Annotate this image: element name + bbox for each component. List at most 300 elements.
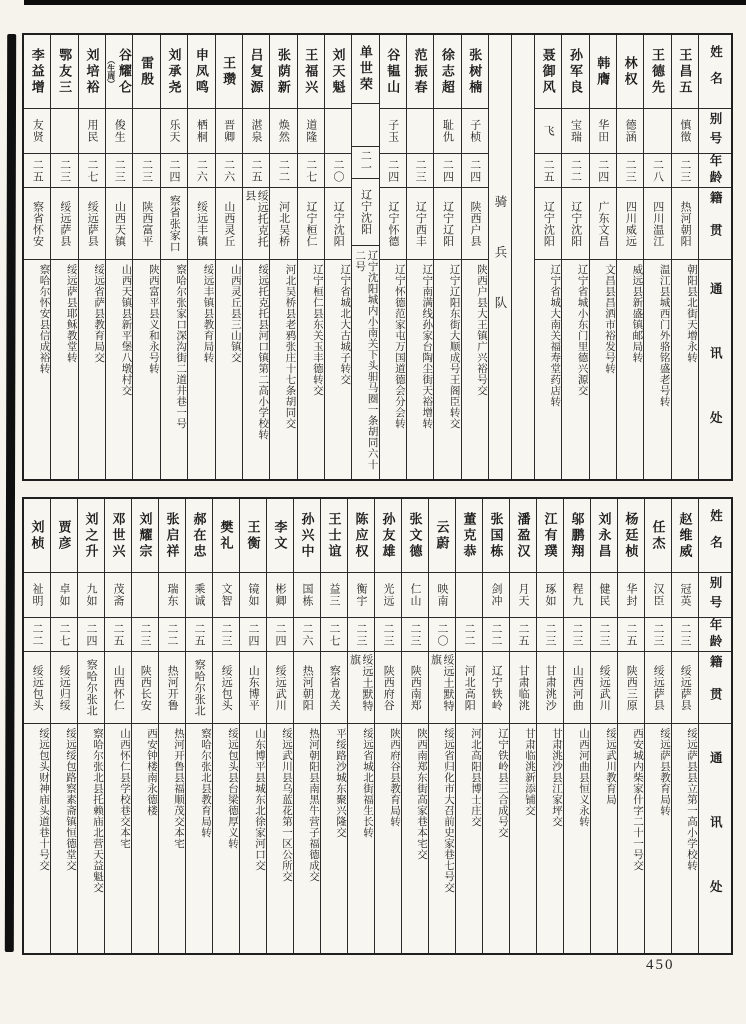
contact-cell: 文昌县昌洒市裕发号转 bbox=[603, 264, 615, 374]
contact-cell: 河北高阳县博士庄交 bbox=[470, 728, 481, 827]
age-cell: 二二 bbox=[159, 618, 185, 652]
name-cell bbox=[672, 35, 698, 109]
person-name: 申凤鸣 bbox=[193, 47, 209, 96]
age-cell: 二五 bbox=[618, 618, 644, 652]
person-column bbox=[160, 35, 187, 479]
contact-cell: 绥远省萨县教育局交 bbox=[93, 264, 105, 363]
alias-cell: 湛泉 bbox=[243, 109, 269, 154]
alias-cell: 俊生 bbox=[106, 109, 132, 154]
person-column bbox=[351, 35, 378, 479]
name-cell bbox=[51, 35, 77, 109]
age-cell: 二三 bbox=[591, 618, 617, 652]
alias-cell: 慎徵 bbox=[672, 109, 698, 154]
name-cell bbox=[618, 499, 644, 573]
contact-cell: 威远县新盛镇邮局转 bbox=[631, 264, 643, 363]
name-cell bbox=[375, 499, 401, 573]
contact-cell: 甘肃洮沙县江家坪交 bbox=[551, 728, 562, 827]
alias-cell bbox=[644, 109, 670, 154]
origin-cell: 察省张家口 bbox=[161, 188, 187, 260]
person-column bbox=[324, 35, 351, 479]
age-cell: 二四 bbox=[590, 154, 616, 188]
age-cell: 二一 bbox=[352, 147, 378, 179]
age-cell: 二七 bbox=[298, 154, 324, 188]
alias-cell: 益三 bbox=[321, 573, 347, 618]
contact-cell: 辽宁辽阳东街大顺成号王阁臣转交 bbox=[448, 264, 460, 429]
origin-cell: 绥远土默特旗 bbox=[348, 652, 374, 724]
name-cell bbox=[672, 499, 698, 573]
contact-cell: 绥远武川县乌蓝花第一区公所交 bbox=[281, 728, 292, 882]
person-column bbox=[589, 35, 616, 479]
origin-cell: 绥远包头 bbox=[213, 652, 239, 724]
alias-cell: 晋卿 bbox=[216, 109, 242, 154]
alias-cell: 子玉 bbox=[380, 109, 406, 154]
age-cell: 二〇 bbox=[325, 154, 351, 188]
origin-cell: 辽宁西丰 bbox=[407, 188, 433, 260]
name-cell bbox=[562, 35, 588, 109]
contact-cell: 辽宁沈阳城内小南关下头驲马圈一条胡同六十二号 bbox=[354, 250, 378, 471]
person-column bbox=[239, 499, 266, 953]
alias-cell: 飞 bbox=[535, 109, 561, 154]
name-cell bbox=[24, 35, 50, 109]
age-cell: 二六 bbox=[188, 154, 214, 188]
name-cell bbox=[380, 35, 406, 109]
origin-cell: 陕西南郑 bbox=[402, 652, 428, 724]
contact-cell: 辽宁铁岭县三合成号交 bbox=[497, 728, 508, 838]
age-cell: 二八 bbox=[644, 154, 670, 188]
age-cell: 二三 bbox=[672, 618, 698, 652]
section-divider-label: 骑兵队 bbox=[492, 195, 507, 347]
name-cell bbox=[483, 499, 509, 573]
person-name: 陈应权 bbox=[353, 511, 369, 560]
age-cell: 二四 bbox=[78, 618, 104, 652]
origin-cell: 四川温江 bbox=[644, 188, 670, 260]
contact-cell: 陕西富平县义和永号转 bbox=[147, 264, 159, 374]
person-name: 孙兴中 bbox=[299, 511, 315, 560]
origin-cell: 绥远武川 bbox=[591, 652, 617, 724]
name-cell bbox=[462, 35, 488, 109]
name-cell bbox=[402, 499, 428, 573]
name-cell bbox=[78, 499, 104, 573]
person-name: 任杰 bbox=[650, 519, 666, 552]
person-name: 刘天魁 bbox=[330, 47, 346, 96]
origin-cell: 辽宁辽阳 bbox=[434, 188, 460, 260]
origin-cell: 广东文昌 bbox=[590, 188, 616, 260]
person-column bbox=[187, 35, 214, 479]
name-cell bbox=[240, 499, 266, 573]
alias-cell: 德涵 bbox=[617, 109, 643, 154]
name-cell bbox=[294, 499, 320, 573]
name-cell bbox=[161, 35, 187, 109]
alias-cell: 剑冲 bbox=[483, 573, 509, 618]
contact-cell: 绥远省归化市大召前史家巷七号交 bbox=[443, 728, 454, 893]
roster-table-top bbox=[22, 33, 733, 481]
person-name: 赵维威 bbox=[677, 511, 693, 560]
header-origin: 籍贯 bbox=[699, 652, 731, 724]
header-age: 年龄 bbox=[699, 618, 731, 652]
age-cell: 二六 bbox=[294, 618, 320, 652]
age-cell: 二四 bbox=[434, 154, 460, 188]
age-cell: 二五 bbox=[243, 154, 269, 188]
person-name: 王福兴 bbox=[303, 47, 319, 96]
age-cell: 二三 bbox=[537, 618, 563, 652]
alias-cell bbox=[51, 109, 77, 154]
person-name: 邬鹏翔 bbox=[569, 511, 585, 560]
age-cell: 二三 bbox=[402, 618, 428, 652]
person-column bbox=[644, 499, 671, 953]
person-name: 杨廷桢 bbox=[623, 511, 639, 560]
origin-cell: 察哈尔张北 bbox=[78, 652, 104, 724]
person-name: 董克恭 bbox=[461, 511, 477, 560]
person-column bbox=[433, 35, 460, 479]
alias-cell: 九如 bbox=[78, 573, 104, 618]
contact-cell: 朝阳县北街天增永转 bbox=[686, 264, 697, 363]
scan-edge-top bbox=[24, 0, 746, 5]
age-cell: 二三 bbox=[133, 154, 159, 188]
origin-cell: 辽宁沈阳 bbox=[562, 188, 588, 260]
contact-cell: 察哈尔张北县教育局转 bbox=[200, 728, 211, 838]
person-column bbox=[643, 35, 670, 479]
origin-cell: 辽宁铁岭 bbox=[483, 652, 509, 724]
origin-cell: 四川威远 bbox=[617, 188, 643, 260]
name-cell bbox=[321, 499, 347, 573]
person-column bbox=[671, 35, 698, 479]
alias-cell: 琢如 bbox=[537, 573, 563, 618]
person-column bbox=[320, 499, 347, 953]
alias-cell: 彬卿 bbox=[267, 573, 293, 618]
person-column bbox=[428, 499, 455, 953]
alias-cell: 茂斋 bbox=[105, 573, 131, 618]
person-column bbox=[158, 499, 185, 953]
alias-cell: 栖桐 bbox=[188, 109, 214, 154]
person-name: 聂御风 bbox=[540, 47, 556, 96]
origin-cell: 山西天镇 bbox=[106, 188, 132, 260]
origin-cell: 陕西户县 bbox=[462, 188, 488, 260]
person-column bbox=[509, 499, 536, 953]
contact-cell: 辽宁怀德范家屯万国道德会分会转 bbox=[393, 264, 405, 429]
name-cell bbox=[106, 35, 132, 109]
origin-cell: 山东博平 bbox=[240, 652, 266, 724]
person-name: 刘之升 bbox=[83, 511, 99, 560]
name-cell bbox=[186, 499, 212, 573]
contact-cell: 绥远萨县教育局转 bbox=[659, 728, 670, 816]
person-name: 王士谊 bbox=[326, 511, 342, 560]
origin-cell: 察省龙关 bbox=[321, 652, 347, 724]
header-alias: 别号 bbox=[699, 573, 731, 618]
age-cell: 二三 bbox=[51, 154, 77, 188]
name-cell bbox=[105, 499, 131, 573]
alias-cell: 乘诚 bbox=[186, 573, 212, 618]
person-name: 林权 bbox=[622, 55, 638, 88]
person-column bbox=[78, 35, 105, 479]
age-cell: 二五 bbox=[510, 618, 536, 652]
person-column bbox=[269, 35, 296, 479]
header-column bbox=[698, 35, 731, 479]
age-cell: 二七 bbox=[321, 618, 347, 652]
contact-cell: 绥远萨县耶稣教堂转 bbox=[65, 264, 77, 363]
origin-cell: 绥远托克托县 bbox=[243, 188, 269, 260]
alias-cell bbox=[352, 104, 378, 146]
alias-cell: 焕然 bbox=[270, 109, 296, 154]
person-column bbox=[105, 35, 132, 479]
origin-cell: 河北高阳 bbox=[456, 652, 482, 724]
contact-cell: 西安城内柴家什字二十一号交 bbox=[632, 728, 643, 871]
age-cell: 二四 bbox=[462, 154, 488, 188]
alias-cell bbox=[456, 573, 482, 618]
roster-table-bottom bbox=[22, 497, 733, 955]
person-column bbox=[266, 499, 293, 953]
age-cell: 二五 bbox=[105, 618, 131, 652]
header-age: 年龄 bbox=[699, 154, 731, 188]
alias-cell: 健民 bbox=[591, 573, 617, 618]
origin-cell: 绥远武川 bbox=[267, 652, 293, 724]
contact-cell: 绥远包头财神庙头道巷十号交 bbox=[38, 728, 49, 871]
age-cell: 二三 bbox=[564, 618, 590, 652]
person-name: 李益增 bbox=[29, 47, 45, 96]
alias-cell: 耻仇 bbox=[434, 109, 460, 154]
name-cell bbox=[644, 35, 670, 109]
contact-cell: 温江县城西门外骆铭盛老号转 bbox=[658, 264, 670, 407]
person-column bbox=[374, 499, 401, 953]
contact-cell: 绥远萨县县立第一高小学校转 bbox=[686, 728, 697, 871]
alias-cell: 祉明 bbox=[24, 573, 50, 618]
person-column bbox=[297, 35, 324, 479]
person-name: 邓世兴 bbox=[110, 511, 126, 560]
name-cell bbox=[188, 35, 214, 109]
name-cell bbox=[434, 35, 460, 109]
name-cell bbox=[270, 35, 296, 109]
person-name: 孙军良 bbox=[567, 47, 583, 96]
origin-cell: 绥远萨县 bbox=[79, 188, 105, 260]
header-alias: 别号 bbox=[699, 109, 731, 154]
contact-cell: 陕西府谷县教育局转 bbox=[389, 728, 400, 827]
person-column bbox=[50, 35, 77, 479]
person-column bbox=[132, 35, 159, 479]
contact-cell: 河北吴桥县老鸦张庄十七条胡同交 bbox=[284, 264, 296, 429]
alias-cell: 宝瑞 bbox=[562, 109, 588, 154]
alias-cell bbox=[132, 573, 158, 618]
name-cell bbox=[159, 499, 185, 573]
person-column bbox=[563, 499, 590, 953]
person-name: 王德先 bbox=[649, 47, 665, 96]
name-cell bbox=[456, 499, 482, 573]
name-cell bbox=[325, 35, 351, 109]
person-name: 谷耀仑 bbox=[116, 47, 132, 96]
alias-cell: 国栋 bbox=[294, 573, 320, 618]
name-cell bbox=[79, 35, 105, 109]
age-cell: 二二 bbox=[456, 618, 482, 652]
age-cell: 二七 bbox=[79, 154, 105, 188]
name-cell bbox=[298, 35, 324, 109]
origin-cell: 辽宁沈阳 bbox=[535, 188, 561, 260]
contact-cell: 绥远包头县台梁德厚义转 bbox=[227, 728, 238, 849]
person-name: 徐志超 bbox=[439, 47, 455, 96]
age-cell: 二三 bbox=[672, 154, 698, 188]
name-cell bbox=[590, 35, 616, 109]
age-cell: 二〇 bbox=[429, 618, 455, 652]
name-cell bbox=[132, 499, 158, 573]
origin-cell: 绥远萨县 bbox=[672, 652, 698, 724]
name-cell bbox=[352, 35, 378, 104]
name-cell bbox=[267, 499, 293, 573]
name-cell bbox=[564, 499, 590, 573]
person-column bbox=[401, 499, 428, 953]
age-cell: 二三 bbox=[106, 154, 132, 188]
contact-cell: 绥远省城北街福生长转 bbox=[362, 728, 373, 838]
age-cell: 二四 bbox=[267, 618, 293, 652]
person-column bbox=[536, 499, 563, 953]
age-cell: 二三 bbox=[348, 618, 374, 652]
alias-cell bbox=[325, 109, 351, 154]
origin-cell: 察哈尔张北 bbox=[186, 652, 212, 724]
age-cell: 二六 bbox=[216, 154, 242, 188]
name-cell bbox=[535, 35, 561, 109]
alias-cell bbox=[407, 109, 433, 154]
person-column bbox=[215, 35, 242, 479]
header-name: 姓名 bbox=[699, 35, 731, 109]
age-cell: 二三 bbox=[617, 154, 643, 188]
person-column bbox=[24, 499, 50, 953]
person-column bbox=[590, 499, 617, 953]
name-cell bbox=[348, 499, 374, 573]
page-number: 450 bbox=[646, 957, 675, 973]
alias-cell: 汉臣 bbox=[645, 573, 671, 618]
origin-cell: 陕西府谷 bbox=[375, 652, 401, 724]
origin-cell: 甘肃洮沙 bbox=[537, 652, 563, 724]
contact-cell: 陕西户县大王镇广兴裕号交 bbox=[475, 264, 487, 396]
origin-cell: 陕西长安 bbox=[132, 652, 158, 724]
contact-cell: 平绥路沙城东聚兴隆交 bbox=[335, 728, 346, 838]
origin-cell: 陕西富平 bbox=[133, 188, 159, 260]
name-cell bbox=[133, 35, 159, 109]
age-cell: 二三 bbox=[213, 618, 239, 652]
person-column bbox=[379, 35, 406, 479]
person-column bbox=[50, 499, 77, 953]
person-name: 王衡 bbox=[245, 519, 261, 552]
person-name: 郝在忠 bbox=[191, 511, 207, 560]
person-name: 江有璞 bbox=[542, 511, 558, 560]
person-name: 范振春 bbox=[412, 47, 428, 96]
alias-cell: 卓如 bbox=[51, 573, 77, 618]
person-column bbox=[534, 35, 561, 479]
name-cell bbox=[510, 499, 536, 573]
age-cell: 二二 bbox=[483, 618, 509, 652]
origin-cell: 绥远土默特旗 bbox=[429, 652, 455, 724]
person-name: 张国栋 bbox=[488, 511, 504, 560]
person-column bbox=[24, 35, 50, 479]
origin-cell: 辽宁桓仁 bbox=[298, 188, 324, 260]
alias-cell: 华封 bbox=[618, 573, 644, 618]
origin-cell: 热河开鲁 bbox=[159, 652, 185, 724]
person-column bbox=[616, 35, 643, 479]
age-cell: 二四 bbox=[161, 154, 187, 188]
origin-cell: 河北吴桥 bbox=[270, 188, 296, 260]
person-column bbox=[293, 499, 320, 953]
person-name: 张文德 bbox=[407, 511, 423, 560]
person-name: 刘承尧 bbox=[166, 47, 182, 96]
header-contact: 通讯处 bbox=[708, 281, 723, 476]
alias-cell: 用民 bbox=[79, 109, 105, 154]
alias-cell: 镜如 bbox=[240, 573, 266, 618]
person-name: 刘耀宗 bbox=[137, 511, 153, 560]
origin-cell: 辽宁沈阳 bbox=[352, 179, 378, 247]
contact-cell: 辽宁桓仁县东关玉丰德转交 bbox=[311, 264, 323, 396]
person-name: 雷殷 bbox=[139, 55, 155, 88]
person-column bbox=[617, 499, 644, 953]
header-contact: 通讯处 bbox=[708, 750, 723, 945]
origin-cell: 绥远包头 bbox=[24, 652, 50, 724]
header-origin: 籍贯 bbox=[699, 188, 731, 260]
person-name: 云蔚 bbox=[434, 519, 450, 552]
age-cell: 二二 bbox=[562, 154, 588, 188]
person-name: 张启祥 bbox=[164, 511, 180, 560]
alias-cell: 月天 bbox=[510, 573, 536, 618]
alias-cell: 光远 bbox=[375, 573, 401, 618]
age-cell: 二四 bbox=[240, 618, 266, 652]
alias-cell: 乐天 bbox=[161, 109, 187, 154]
person-name: 王昌五 bbox=[677, 47, 693, 96]
name-cell bbox=[216, 35, 242, 109]
person-column bbox=[104, 499, 131, 953]
contact-cell: 察哈尔怀安县信成裕转 bbox=[38, 264, 50, 374]
alias-cell: 仁山 bbox=[402, 573, 428, 618]
origin-cell: 辽宁怀德 bbox=[380, 188, 406, 260]
person-name: 谷韫山 bbox=[385, 47, 401, 96]
age-cell: 二三 bbox=[375, 618, 401, 652]
person-name: 李文 bbox=[272, 519, 288, 552]
alias-cell: 文智 bbox=[213, 573, 239, 618]
alias-cell: 友贤 bbox=[24, 109, 50, 154]
person-name: 王瓒 bbox=[221, 55, 237, 88]
person-column bbox=[406, 35, 433, 479]
contact-cell: 陕西南郑东街高家巷本宅交 bbox=[416, 728, 427, 860]
age-cell: 二四 bbox=[380, 154, 406, 188]
person-column bbox=[482, 499, 509, 953]
age-cell: 二二 bbox=[270, 154, 296, 188]
contact-cell: 山西天镇县新平堡八墩村交 bbox=[120, 264, 132, 396]
origin-cell: 陕西三原 bbox=[618, 652, 644, 724]
person-column bbox=[77, 499, 104, 953]
contact-cell: 山西怀仁县学校巷交本宅 bbox=[119, 728, 130, 849]
origin-cell: 绥远萨县 bbox=[51, 188, 77, 260]
person-name: 樊礼 bbox=[218, 519, 234, 552]
origin-cell: 山西灵丘 bbox=[216, 188, 242, 260]
person-column bbox=[242, 35, 269, 479]
person-column bbox=[461, 35, 488, 479]
name-cell bbox=[24, 499, 50, 573]
alias-cell: 道隆 bbox=[298, 109, 324, 154]
person-column bbox=[561, 35, 588, 479]
contact-cell: 西安钟楼南永德楼 bbox=[146, 728, 157, 816]
person-name: 刘培裕 bbox=[84, 47, 100, 96]
contact-cell: 绥远丰镇县教育局转 bbox=[202, 264, 214, 363]
person-name: 单世荣 bbox=[357, 45, 373, 94]
alias-cell: 衡宇 bbox=[348, 573, 374, 618]
section-divider-blank-strip bbox=[511, 35, 534, 479]
age-cell: 二三 bbox=[407, 154, 433, 188]
origin-cell: 辽宁沈阳 bbox=[325, 188, 351, 260]
contact-cell: 山东博平县城东北徐家河口交 bbox=[254, 728, 265, 871]
person-column bbox=[347, 499, 374, 953]
name-cell bbox=[407, 35, 433, 109]
alias-cell: 子桢 bbox=[462, 109, 488, 154]
section-divider-label-strip bbox=[489, 35, 511, 479]
name-cell bbox=[429, 499, 455, 573]
origin-cell: 察省怀安 bbox=[24, 188, 50, 260]
name-cell bbox=[645, 499, 671, 573]
contact-cell: 热河朝阳县南黑牛营子福德成交 bbox=[308, 728, 319, 882]
header-name: 姓名 bbox=[699, 499, 731, 573]
alias-cell: 华田 bbox=[590, 109, 616, 154]
